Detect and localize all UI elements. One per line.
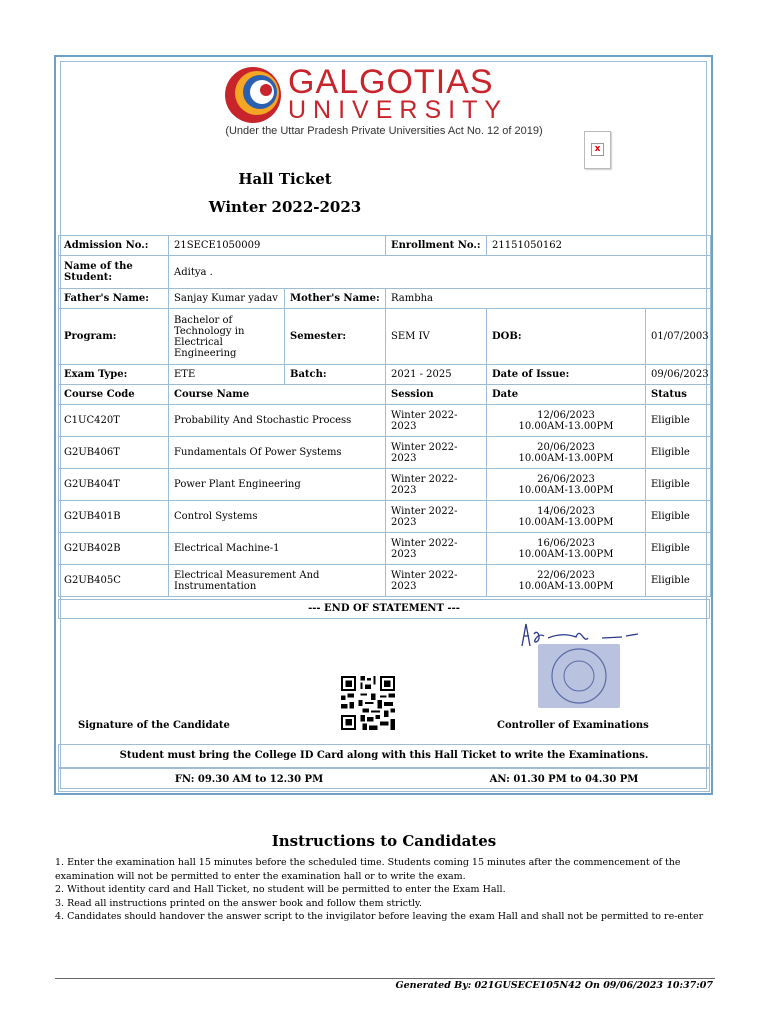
course-status: Eligible xyxy=(646,469,711,501)
qr-code-icon xyxy=(340,676,396,730)
course-date xyxy=(487,405,646,437)
generated-by: Generated By: 021GUSECE105N42 On 09/06/2023 10:37:07 xyxy=(395,980,713,991)
exam-time: 10.00AM-13.00PM xyxy=(518,420,614,432)
session-header: Session xyxy=(386,385,487,405)
program-label: Program: xyxy=(59,309,169,365)
exam-timings xyxy=(58,768,710,792)
exam-time: 10.00AM-13.00PM xyxy=(518,548,614,560)
status-header: Status xyxy=(646,385,711,405)
course-row xyxy=(59,405,711,437)
course-row xyxy=(59,469,711,501)
hall-ticket-table xyxy=(58,235,711,597)
course-code: G2UB405C xyxy=(59,565,169,597)
course-session: Winter 2022-2023 xyxy=(386,501,487,533)
program-value: Bachelor of Technology in Electrical Engineering xyxy=(169,309,285,365)
table-row xyxy=(59,256,711,289)
course-row xyxy=(59,533,711,565)
mother-name-label: Mother's Name: xyxy=(285,289,386,309)
father-name-label: Father's Name: xyxy=(59,289,169,309)
course-session: Winter 2022-2023 xyxy=(386,565,487,597)
instruction-item: 2. Without identity card and Hall Ticket, no student will be permitted to enter the Exam Hall. xyxy=(55,884,506,895)
exam-date: 20/06/2023 xyxy=(537,441,595,453)
university-logo xyxy=(219,62,549,140)
course-session: Winter 2022-2023 xyxy=(386,405,487,437)
course-name: Control Systems xyxy=(169,501,386,533)
table-row xyxy=(59,289,711,309)
course-status: Eligible xyxy=(646,501,711,533)
course-session: Winter 2022-2023 xyxy=(386,469,487,501)
afternoon-timing: AN: 01.30 PM to 04.30 PM xyxy=(489,774,639,785)
course-date xyxy=(487,469,646,501)
course-name: Power Plant Engineering xyxy=(169,469,386,501)
course-code: C1UC420T xyxy=(59,405,169,437)
date-header: Date xyxy=(487,385,646,405)
candidate-signature-label: Signature of the Candidate xyxy=(78,720,230,731)
student-name-value: Aditya . xyxy=(169,256,711,289)
course-date xyxy=(487,533,646,565)
issue-date-value: 09/06/2023 xyxy=(646,365,711,385)
course-name: Probability And Stochastic Process xyxy=(169,405,386,437)
course-row xyxy=(59,501,711,533)
dob-value: 01/07/2003 xyxy=(646,309,711,365)
enrollment-label: Enrollment No.: xyxy=(386,236,487,256)
course-row xyxy=(59,437,711,469)
exam-date: 12/06/2023 xyxy=(537,409,595,421)
footer-divider xyxy=(55,978,715,979)
table-row xyxy=(59,236,711,256)
exam-time: 10.00AM-13.00PM xyxy=(518,516,614,528)
id-card-notice: Student must bring the College ID Card along with this Hall Ticket to write the Examinations. xyxy=(58,744,710,768)
course-row xyxy=(59,565,711,597)
course-code: G2UB402B xyxy=(59,533,169,565)
logo-swirl-icon xyxy=(222,64,284,126)
instructions-list xyxy=(55,856,715,924)
logo-act-text: (Under the Uttar Pradesh Private Universities Act No. 12 of 2019) xyxy=(225,125,543,137)
end-of-statement: --- END OF STATEMENT --- xyxy=(58,599,710,619)
course-header-row xyxy=(59,385,711,405)
stamp-seal-icon xyxy=(538,644,620,708)
page-title: Hall Ticket xyxy=(238,170,332,188)
logo-university: UNIVERSITY xyxy=(288,96,509,124)
student-photo xyxy=(584,131,611,169)
controller-stamp xyxy=(538,644,620,708)
course-session: Winter 2022-2023 xyxy=(386,533,487,565)
exam-type-label: Exam Type: xyxy=(59,365,169,385)
logo-wordmark: GALGOTIAS xyxy=(288,63,494,101)
course-name: Electrical Machine-1 xyxy=(169,533,386,565)
instruction-item: 3. Read all instructions printed on the answer book and follow them strictly. xyxy=(55,897,423,909)
controller-label: Controller of Examinations xyxy=(497,720,649,731)
admission-label: Admission No.: xyxy=(59,236,169,256)
course-status: Eligible xyxy=(646,405,711,437)
student-name-label: Name of the Student: xyxy=(59,256,169,289)
course-name: Electrical Measurement And Instrumentation xyxy=(169,565,386,597)
course-session: Winter 2022-2023 xyxy=(386,437,487,469)
issue-date-label: Date of Issue: xyxy=(487,365,646,385)
instructions-title: Instructions to Candidates xyxy=(271,832,497,850)
forenoon-timing: FN: 09.30 AM to 12.30 PM xyxy=(174,774,324,785)
course-date xyxy=(487,565,646,597)
exam-date: 16/06/2023 xyxy=(537,537,595,549)
dob-label: DOB: xyxy=(487,309,646,365)
course-code: G2UB406T xyxy=(59,437,169,469)
course-code: G2UB404T xyxy=(59,469,169,501)
exam-date: 26/06/2023 xyxy=(537,473,595,485)
enrollment-value: 21151050162 xyxy=(487,236,711,256)
exam-date: 22/06/2023 xyxy=(537,569,595,581)
table-row xyxy=(59,365,711,385)
exam-session-title: Winter 2022-2023 xyxy=(208,198,362,216)
father-name-value: Sanjay Kumar yadav xyxy=(169,289,285,309)
exam-date: 14/06/2023 xyxy=(537,505,595,517)
mother-name-value: Rambha xyxy=(386,289,711,309)
course-date xyxy=(487,437,646,469)
semester-label: Semester: xyxy=(285,309,386,365)
admission-value: 21SECE1050009 xyxy=(169,236,386,256)
course-date xyxy=(487,501,646,533)
course-code: G2UB401B xyxy=(59,501,169,533)
course-name: Fundamentals Of Power Systems xyxy=(169,437,386,469)
course-code-header: Course Code xyxy=(59,385,169,405)
instruction-item: 4. Candidates should handover the answer script to the invigilator before leaving the exam Hall and shall not be permitted to re-enter xyxy=(55,911,704,922)
exam-time: 10.00AM-13.00PM xyxy=(518,484,614,496)
batch-label: Batch: xyxy=(285,365,386,385)
instruction-item: 1. Enter the examination hall 15 minutes before the scheduled time. Students coming 15 minutes after the commencement of the examination will not be permitted to enter the examination hall or to write the exam. xyxy=(55,857,681,882)
course-name-header: Course Name xyxy=(169,385,386,405)
semester-value: SEM IV xyxy=(386,309,487,365)
batch-value: 2021 - 2025 xyxy=(386,365,487,385)
broken-image-icon: x xyxy=(591,143,604,156)
table-row xyxy=(59,309,711,365)
course-status: Eligible xyxy=(646,565,711,597)
exam-type-value: ETE xyxy=(169,365,285,385)
exam-time: 10.00AM-13.00PM xyxy=(518,580,614,592)
course-status: Eligible xyxy=(646,437,711,469)
exam-time: 10.00AM-13.00PM xyxy=(518,452,614,464)
course-status: Eligible xyxy=(646,533,711,565)
